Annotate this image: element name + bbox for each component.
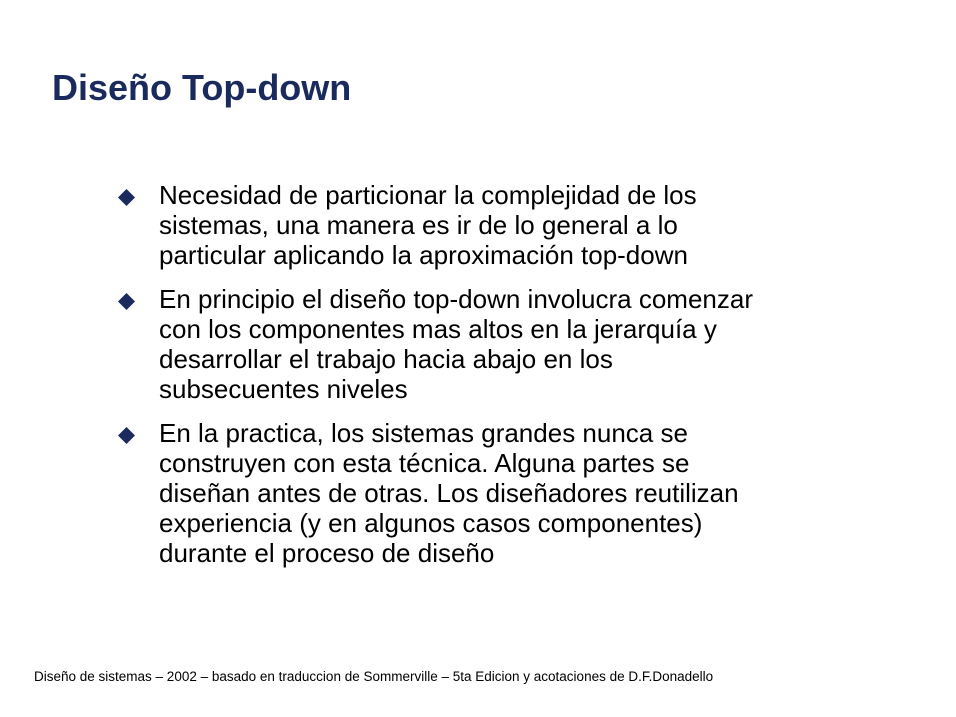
bullet-text-line: diseñan antes de otras. Los diseñadores reutilizan	[159, 478, 739, 508]
bullet-item	[112, 180, 902, 270]
diamond-bullet-icon	[118, 189, 135, 206]
bullet-text-line: Necesidad de particionar la complejidad de los	[159, 180, 697, 210]
bullet-text-line: con los componentes mas altos en la jerarquía y	[159, 314, 717, 344]
slide-footer: Diseño de sistemas – 2002 – basado en traduccion de Sommerville – 5ta Edicion y acotaciones de D.F.Donadello	[34, 669, 714, 684]
bullet-text-line: subsecuentes niveles	[159, 374, 408, 404]
bullet-text-line: experiencia (y en algunos casos componentes)	[159, 508, 703, 538]
bullet-text-line: durante el proceso de diseño	[159, 538, 495, 568]
bullet-text-line: construyen con esta técnica. Alguna partes se	[159, 448, 690, 478]
bullet-text-line: particular aplicando la aproximación top-down	[159, 240, 688, 270]
slide-title: Diseño Top-down	[52, 67, 352, 108]
bullet-text-line: sistemas, una manera es ir de lo general a lo	[159, 210, 678, 240]
bullet-text-line: En la practica, los sistemas grandes nunca se	[159, 418, 688, 448]
bullet-item	[112, 284, 902, 404]
diamond-bullet-icon	[118, 427, 135, 444]
bullet-text-line: En principio el diseño top-down involucra comenzar	[159, 284, 753, 314]
diamond-bullet-icon	[118, 293, 135, 310]
bullet-item	[112, 418, 902, 568]
bullet-list	[112, 180, 902, 582]
bullet-text-line: desarrollar el trabajo hacia abajo en los	[159, 344, 613, 374]
